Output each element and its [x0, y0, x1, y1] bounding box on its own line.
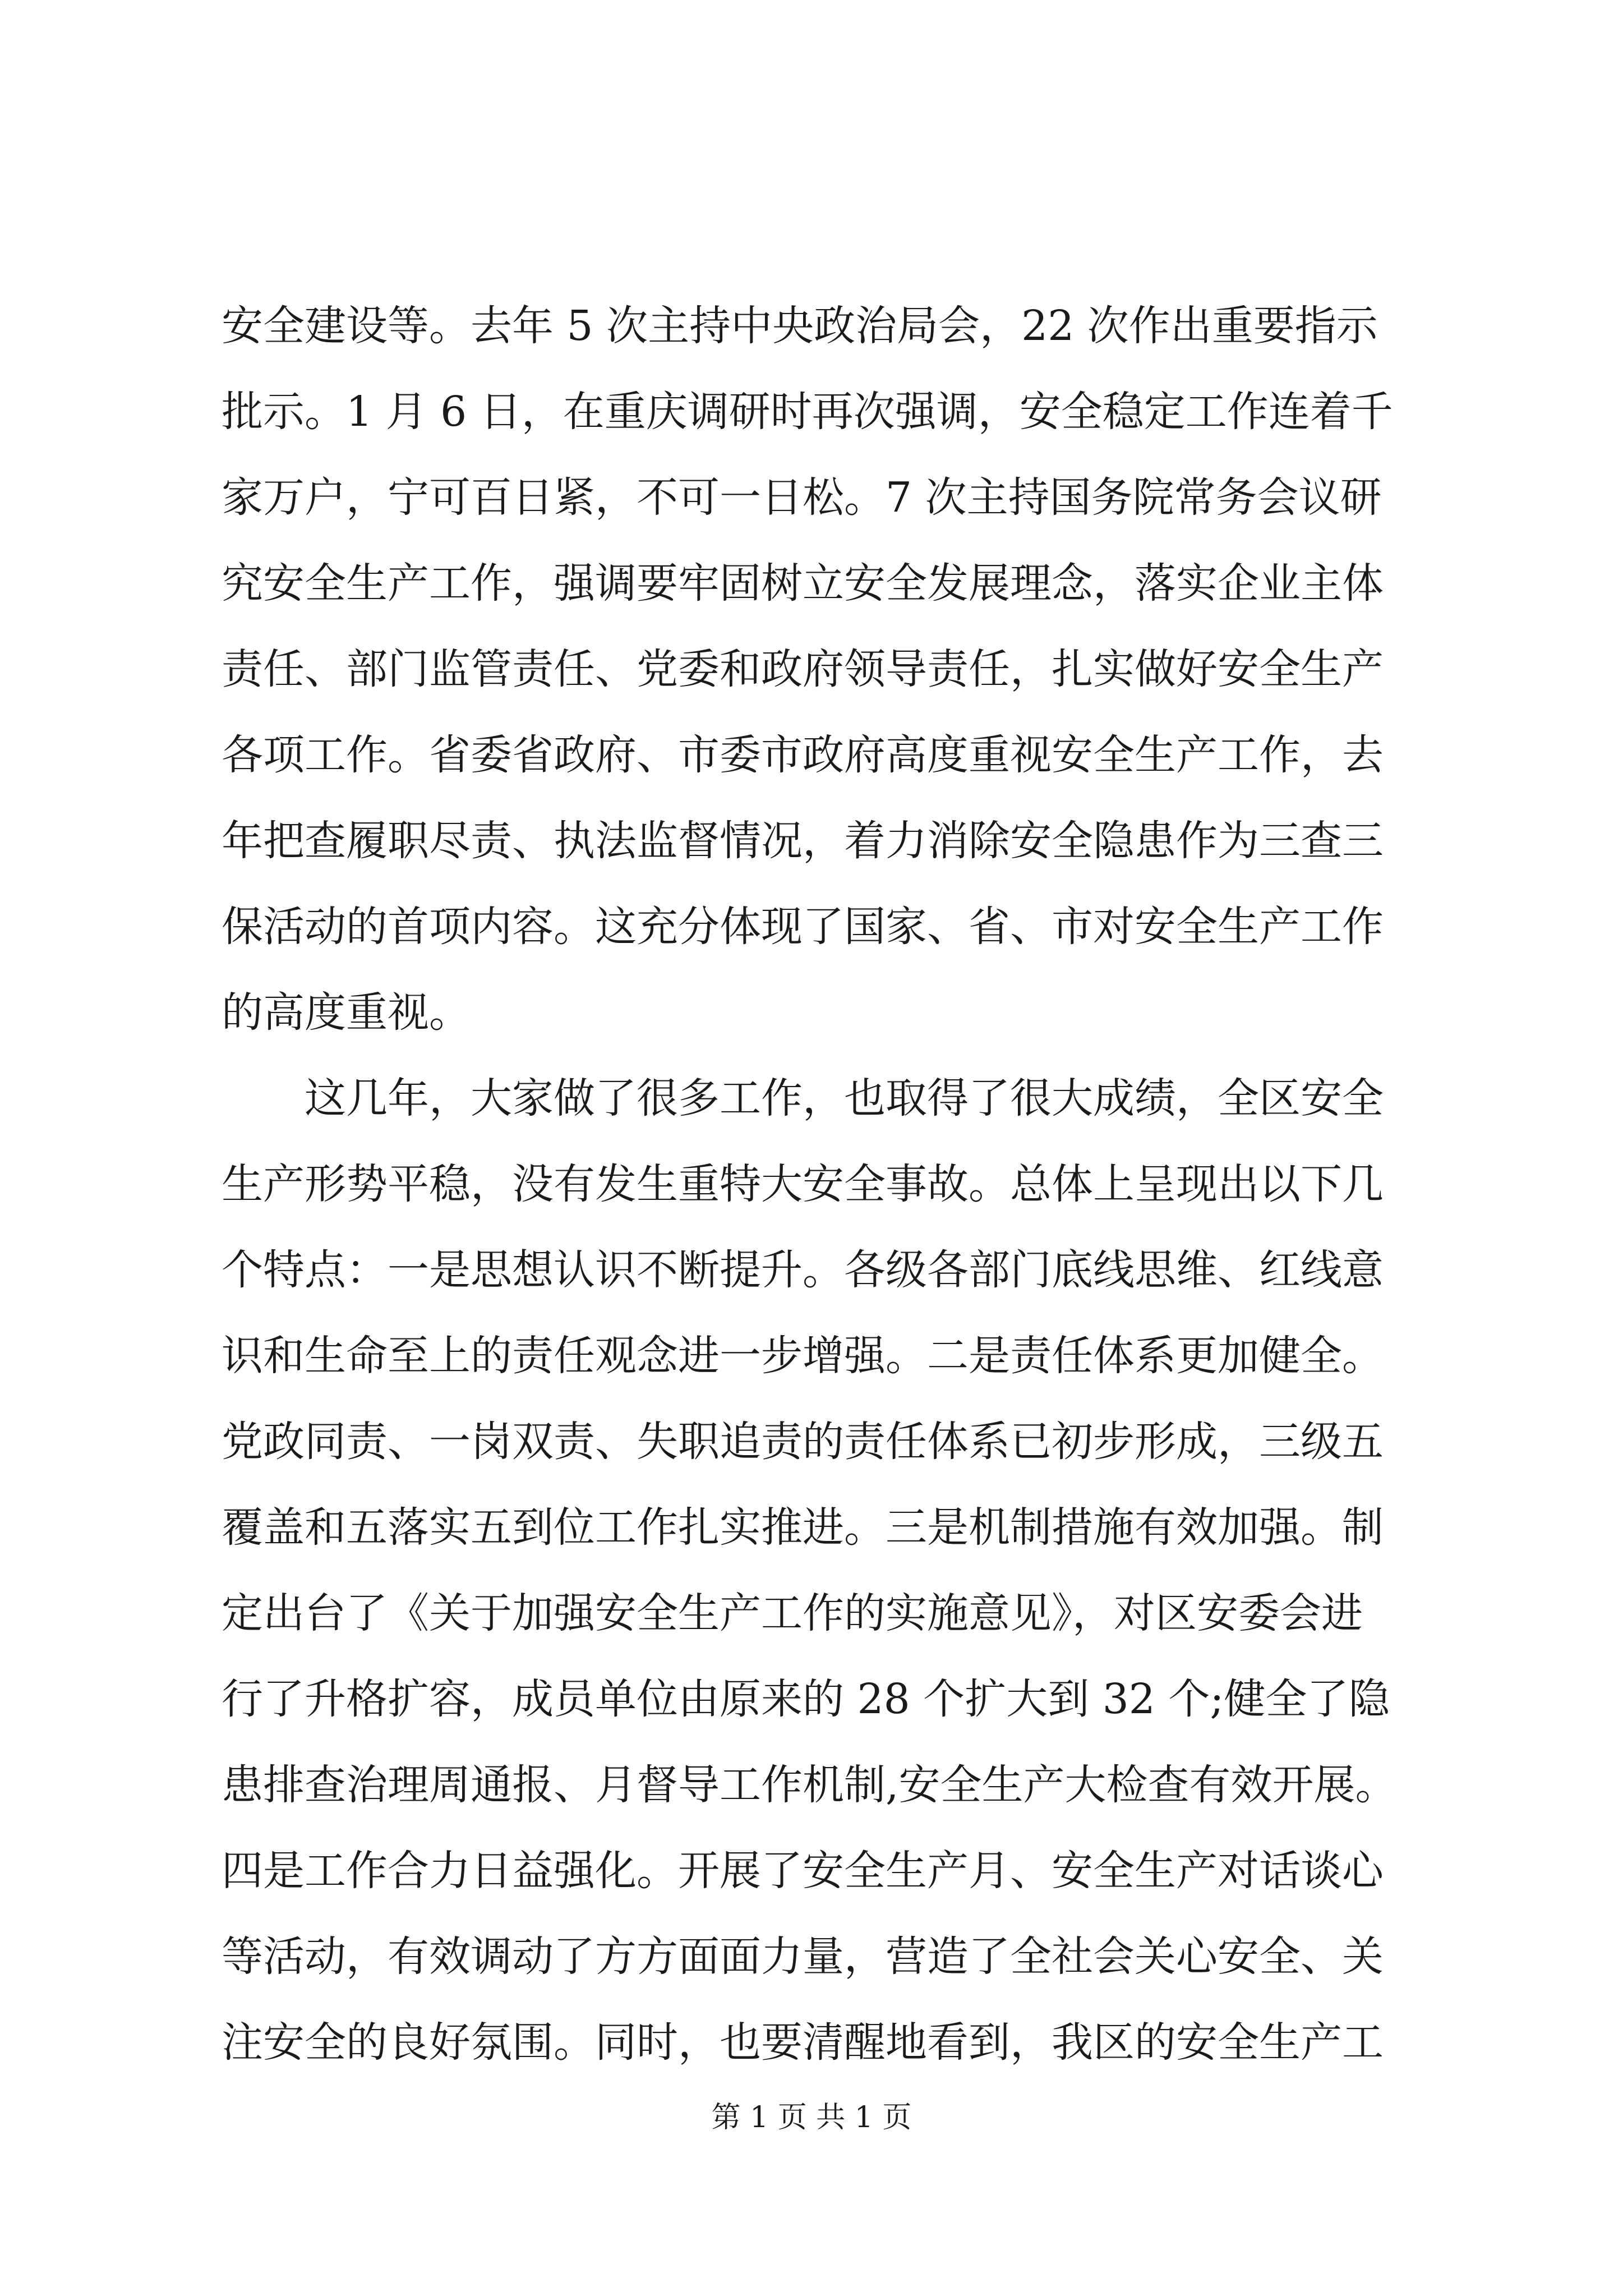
text-line: 行了升格扩容，成员单位由原来的 28 个扩大到 32 个;健全了隐: [222, 1675, 1390, 1723]
text-line: 责任、部门监管责任、党委和政府领导责任，扎实做好安全生产: [222, 645, 1384, 693]
text-line: 等活动，有效调动了方方面面力量，营造了全社会关心安全、关: [222, 1932, 1384, 1981]
body-text: [222, 283, 1416, 2086]
text-line: 究安全生产工作，强调要牢固树立安全发展理念，落实企业主体: [222, 559, 1384, 608]
page-number: 第 1 页 共 1 页: [711, 2101, 912, 2134]
text-line: 患排查治理周通报、月督导工作机制,安全生产大检查有效开展。: [222, 1761, 1397, 1809]
text-line: 家万户，宁可百日紧，不可一日松。7 次主持国务院常务会议研: [222, 473, 1382, 522]
text-line: 批示。1 月 6 日，在重庆调研时再次强调，安全稳定工作连着千: [222, 388, 1393, 436]
text-line: 注安全的良好氛围。同时，也要清醒地看到，我区的安全生产工: [222, 2018, 1384, 2067]
page-footer: [0, 2098, 1623, 2137]
text-line: 各项工作。省委省政府、市委市政府高度重视安全生产工作，去: [222, 731, 1384, 779]
text-line: 四是工作合力日益强化。开展了安全生产月、安全生产对话谈心: [222, 1847, 1384, 1895]
text-line: 保活动的首项内容。这充分体现了国家、省、市对安全生产工作: [222, 903, 1384, 951]
text-line: 识和生命至上的责任观念进一步增强。二是责任体系更加健全。: [222, 1332, 1384, 1380]
text-line: 定出台了《关于加强安全生产工作的实施意见》，对区安委会进: [222, 1589, 1363, 1637]
text-line: 党政同责、一岗双责、失职追责的责任体系已初步形成，三级五: [222, 1418, 1384, 1466]
text-line: 覆盖和五落实五到位工作扎实推进。三是机制措施有效加强。制: [222, 1503, 1384, 1552]
text-line: 的高度重视。: [222, 988, 471, 1037]
text-line: 年把查履职尽责、执法监督情况，着力消除安全隐患作为三查三: [222, 817, 1384, 865]
text-line: 个特点：一是思想认识不断提升。各级各部门底线思维、红线意: [222, 1246, 1384, 1294]
paragraph-first-line: 这几年，大家做了很多工作，也取得了很大成绩，全区安全: [305, 1074, 1384, 1122]
text-line: 安全建设等。去年 5 次主持中央政治局会，22 次作出重要指示: [222, 302, 1378, 350]
text-line: 生产形势平稳，没有发生重特大安全事故。总体上呈现出以下几: [222, 1160, 1384, 1208]
